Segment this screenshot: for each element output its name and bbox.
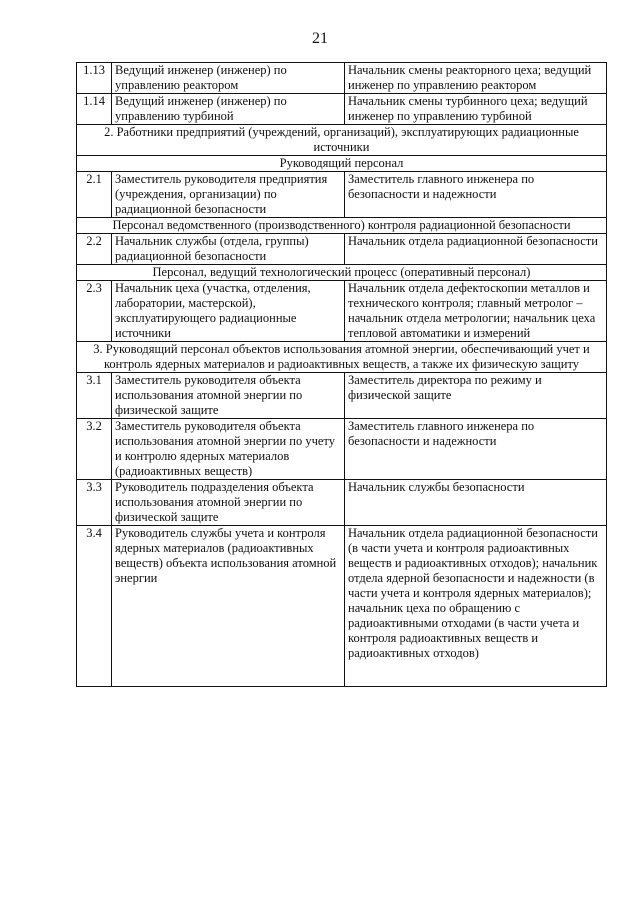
row-number: 3.3 (77, 480, 112, 526)
appointer-cell: Заместитель главного инженера по безопасности и надежности (345, 419, 607, 480)
subheading-control: Персонал ведомственного (производственного) контроля радиационной безопасности (77, 218, 607, 234)
personnel-table (76, 62, 607, 687)
appointer-cell: Начальник отдела радиационной безопасности (345, 234, 607, 265)
position-cell: Ведущий инженер (инженер) по управлению реактором (112, 63, 345, 94)
position-cell: Заместитель руководителя предприятия (учреждения, организации) по радиационной безопасности (112, 172, 345, 218)
section-2-heading: 2. Работники предприятий (учреждений, организаций), эксплуатирующих радиационные источники (77, 125, 607, 156)
position-cell: Ведущий инженер (инженер) по управлению турбиной (112, 94, 345, 125)
table-row (77, 63, 607, 94)
position-cell: Руководитель подразделения объекта использования атомной энергии по физической защите (112, 480, 345, 526)
position-cell: Руководитель службы учета и контроля ядерных материалов (радиоактивных веществ) объекта использования атомной энергии (112, 526, 345, 687)
appointer-cell: Заместитель главного инженера по безопасности и надежности (345, 172, 607, 218)
subheading-management: Руководящий персонал (77, 156, 607, 172)
table-row (77, 526, 607, 687)
subheading-row (77, 265, 607, 281)
section-heading-row (77, 342, 607, 373)
table-row (77, 419, 607, 480)
appointer-cell: Начальник службы безопасности (345, 480, 607, 526)
row-number: 3.1 (77, 373, 112, 419)
row-number: 3.4 (77, 526, 112, 687)
position-cell: Начальник цеха (участка, отделения, лаборатории, мастерской), эксплуатирующего радиационные источники (112, 281, 345, 342)
row-number: 3.2 (77, 419, 112, 480)
section-3-heading: 3. Руководящий персонал объектов использования атомной энергии, обеспечивающий учет и контроль ядерных материалов и радиоактивных веществ, а также их физическую защиту (77, 342, 607, 373)
table-row (77, 172, 607, 218)
appointer-cell: Начальник отдела дефектоскопии металлов и технического контроля; главный метролог – начальник отдела метрологии; начальник цеха тепловой автоматики и измерений (345, 281, 607, 342)
table-row (77, 234, 607, 265)
subheading-row (77, 218, 607, 234)
section-heading-row (77, 125, 607, 156)
table-row (77, 373, 607, 419)
appointer-cell: Начальник отдела радиационной безопасности (в части учета и контроля радиоактивных веществ и радиоактивных отходов); начальник отдела ядерной безопасности и надежности (в части учета и контроля ядерных материалов); начальник цеха по обращению с радиоактивными отходами (в части учета и контроля радиоактивных веществ и радиоактивных отходов) (345, 526, 607, 687)
subheading-row (77, 156, 607, 172)
table-row (77, 480, 607, 526)
page-number: 21 (312, 30, 328, 47)
position-cell: Заместитель руководителя объекта использования атомной энергии по учету и контролю ядерных материалов (радиоактивных веществ) (112, 419, 345, 480)
row-number: 2.2 (77, 234, 112, 265)
row-number: 2.1 (77, 172, 112, 218)
subheading-operational: Персонал, ведущий технологический процесс (оперативный персонал) (77, 265, 607, 281)
position-cell: Заместитель руководителя объекта использования атомной энергии по физической защите (112, 373, 345, 419)
table-row (77, 281, 607, 342)
appointer-cell: Начальник смены реакторного цеха; ведущий инженер по управлению реактором (345, 63, 607, 94)
row-number: 1.14 (77, 94, 112, 125)
appointer-cell: Заместитель директора по режиму и физической защите (345, 373, 607, 419)
row-number: 1.13 (77, 63, 112, 94)
position-cell: Начальник службы (отдела, группы) радиационной безопасности (112, 234, 345, 265)
appointer-cell: Начальник смены турбинного цеха; ведущий инженер по управлению турбиной (345, 94, 607, 125)
row-number: 2.3 (77, 281, 112, 342)
table-row (77, 94, 607, 125)
